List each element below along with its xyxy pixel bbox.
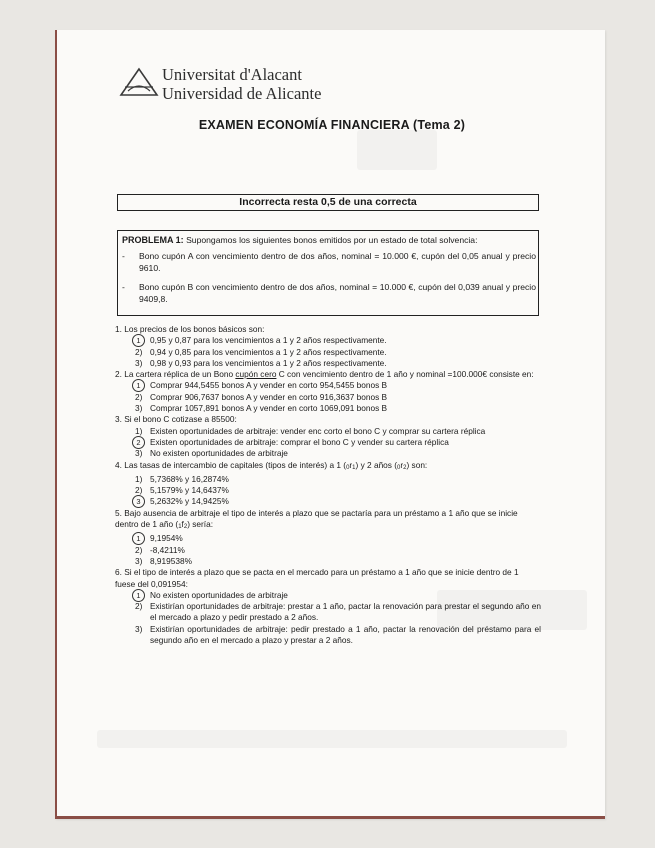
option-number: 2) (135, 601, 143, 612)
scoring-rule: Incorrecta resta 0,5 de una correcta (117, 194, 539, 211)
question-list (115, 324, 541, 646)
problem-header (122, 234, 477, 246)
option-number: 2) (135, 391, 143, 402)
problem-box (117, 230, 539, 316)
bond-a-text: Bono cupón A con vencimiento dentro de dos años, nominal = 10.000 €, cupón del 0,05 anual y precio 9610. (139, 251, 536, 273)
option[interactable] (115, 335, 541, 346)
option-number: 3) (135, 403, 143, 414)
option-text: 5,2632% y 14,9425% (150, 496, 229, 507)
option[interactable] (115, 437, 541, 448)
bond-item: - Bono cupón B con vencimiento dentro de dos años, nominal = 10.000 €, cupón del 0,039 anual y precio 9409,8. (122, 282, 536, 304)
option-text: -8,4211% (150, 544, 185, 555)
question-1 (115, 324, 541, 369)
option[interactable] (115, 358, 541, 369)
circled-answer-mark: 1 (132, 589, 145, 602)
option[interactable] (115, 485, 541, 496)
problem-intro: Supongamos los siguientes bonos emitidos por un estado de total solvencia: (186, 235, 478, 245)
option-number: 2) (135, 346, 143, 357)
option[interactable] (115, 624, 541, 647)
option[interactable] (115, 474, 541, 485)
option-number: 3) (135, 555, 143, 566)
option-text: No existen oportunidades de arbitraje (150, 589, 288, 600)
option-text: 5,1579% y 14,6437% (150, 485, 229, 496)
university-name-es: Universidad de Alicante (162, 84, 322, 103)
circled-answer-mark: 3 (132, 495, 145, 508)
option-number: 3) (135, 448, 143, 459)
option[interactable] (115, 545, 541, 556)
option-number: 1) (135, 473, 143, 484)
question-3 (115, 414, 541, 459)
question-5-text: 5. Bajo ausencia de arbitraje el tipo de interés a plazo que se pactaría para un préstamo a 1 año que se inicie dentro de 1 año (1f2) sería: (115, 507, 518, 531)
option[interactable] (115, 380, 541, 391)
option-text: Comprar 944,5455 bonos A y vender en corto 954,5455 bonos B (150, 380, 388, 391)
question-6 (115, 567, 541, 646)
circled-answer-mark: 1 (132, 379, 145, 392)
bond-b-text: Bono cupón B con vencimiento dentro de dos años, nominal = 10.000 €, cupón del 0,039 anual y precio 9409,8. (139, 282, 536, 304)
option[interactable] (115, 556, 541, 567)
question-5 (115, 508, 541, 567)
circled-answer-mark: 1 (132, 334, 145, 347)
underlined-term: cupón cero (235, 369, 277, 380)
exam-title: EXAMEN ECONOMÍA FINANCIERA (Tema 2) (198, 118, 466, 132)
option[interactable] (115, 601, 541, 624)
option-number: 3) (135, 357, 143, 368)
option-text: 8,919538% (150, 555, 192, 566)
university-logo (119, 66, 519, 106)
option[interactable] (115, 347, 541, 358)
option-text: 0,94 y 0,85 para los vencimientos a 1 y 2 años respectivamente. (150, 346, 387, 357)
exam-page (55, 30, 605, 819)
option-text: Existirían oportunidades de arbitraje: prestar a 1 año, pactar la renovación para prestar el segundo año en el mercado a plazo y pedir prestado a 2 años. (150, 601, 541, 623)
option[interactable] (115, 533, 541, 544)
option[interactable] (115, 392, 541, 403)
circled-answer-mark: 1 (132, 532, 145, 545)
option-text: Existen oportunidades de arbitraje: vender enc corto el bono C y comprar su cartera réplica (150, 425, 486, 436)
bond-item: - Bono cupón A con vencimiento dentro de dos años, nominal = 10.000 €, cupón del 0,05 anual y precio 9610. (122, 251, 536, 273)
option[interactable] (115, 496, 541, 507)
question-1-text: 1. Los precios de los bonos básicos son: (115, 324, 265, 334)
question-3-text: 3. Si el bono C cotizase a 85500: (115, 414, 237, 425)
option-text: 5,7368% y 16,2874% (150, 473, 229, 484)
university-emblem-icon (119, 66, 159, 98)
option-text: 9,1954% (150, 533, 183, 544)
option-number: 2) (135, 485, 143, 496)
option[interactable] (115, 590, 541, 601)
option-text: 0,98 y 0,93 para los vencimientos a 1 y 2 años respectivamente. (150, 357, 387, 368)
option-text: No existen oportunidades de arbitraje (150, 448, 288, 459)
option-number: 3) (135, 623, 143, 634)
option[interactable] (115, 403, 541, 414)
university-name-ca: Universitat d'Alacant (162, 65, 302, 84)
option-number: 2) (135, 544, 143, 555)
question-2 (115, 369, 541, 414)
option[interactable] (115, 426, 541, 437)
option-text: 0,95 y 0,87 para los vencimientos a 1 y 2 años respectivamente. (150, 335, 387, 346)
option-text: Comprar 1057,891 bonos A y vender en corto 1069,091 bonos B (150, 403, 388, 414)
question-4-text: 4. Las tasas de intercambio de capitales (tipos de interés) a 1 (0r1) y 2 años (0r2) son: (115, 459, 428, 471)
problem-label: PROBLEMA 1: (122, 235, 184, 245)
option-text: Existirían oportunidades de arbitraje: pedir prestado a 1 año, pactar la renovación del préstamo para el segundo año en el mercado a plazo y prestar a 2 años. (150, 623, 541, 646)
option-text: Comprar 906,7637 bonos A y vender en corto 916,3637 bonos B (150, 391, 388, 402)
option-text: Existen oportunidades de arbitraje: comprar el bono C y vender su cartera réplica (150, 436, 449, 447)
option[interactable] (115, 448, 541, 459)
question-2-text: 2. La cartera réplica de un Bono cupón cero C con vencimiento dentro de 1 año y nominal =100.000€ consiste en: (115, 369, 534, 380)
question-6-text: 6. Si el tipo de interés a plazo que se pacta en el mercado para un préstamo a 1 año que se inicie dentro de 1 fuese del 0,091954: (115, 567, 519, 589)
question-4 (115, 460, 541, 508)
option-number: 1) (135, 425, 143, 436)
circled-answer-mark: 2 (132, 436, 145, 449)
